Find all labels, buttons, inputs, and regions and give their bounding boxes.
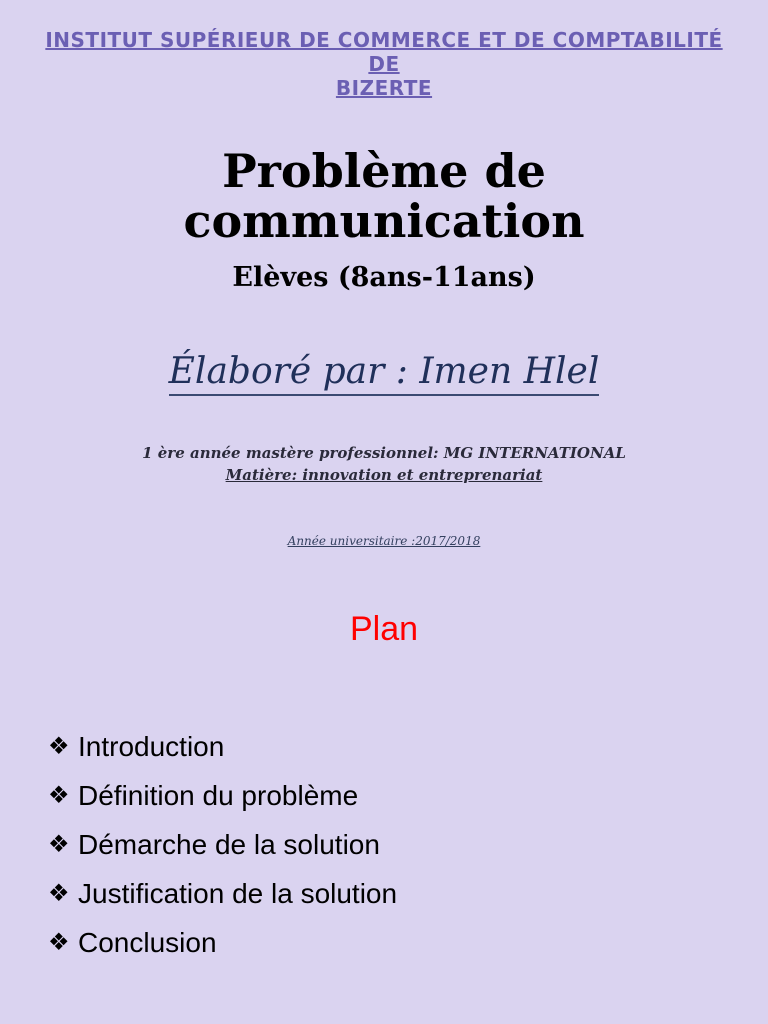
- institution-line-1: INSTITUT SUPÉRIEUR DE COMMERCE ET DE COMPTABILITÉ DE: [45, 28, 723, 76]
- plan-item-label: Conclusion: [78, 926, 217, 958]
- plan-item: [48, 771, 728, 820]
- institution-line-2: BIZERTE: [335, 76, 433, 100]
- four-diamond-bullet-icon: ❖: [48, 879, 70, 907]
- plan-item: [48, 820, 728, 869]
- academic-year: Année universitaire :2017/2018: [287, 534, 481, 548]
- document-title: [40, 146, 728, 246]
- author-line: [40, 350, 728, 394]
- program-line: 1 ère année mastère professionnel: MG INTERNATIONAL: [142, 444, 626, 462]
- plan-item: [48, 869, 728, 918]
- plan-item-label: Définition du problème: [78, 779, 359, 811]
- plan-item: [48, 918, 728, 967]
- plan-heading: Plan: [349, 610, 419, 648]
- document-subtitle: Elèves (8ans-11ans): [232, 262, 536, 293]
- four-diamond-bullet-icon: ❖: [48, 781, 70, 809]
- author-text: Élaboré par : Imen Hlel: [169, 351, 600, 396]
- subject-line: Matière: innovation et entreprenariat: [225, 466, 543, 484]
- plan-item-label: Introduction: [78, 730, 225, 762]
- institution-header: [40, 28, 728, 100]
- four-diamond-bullet-icon: ❖: [48, 732, 70, 760]
- plan-item-label: Justification de la solution: [78, 877, 398, 909]
- plan-list: [48, 722, 728, 967]
- four-diamond-bullet-icon: ❖: [48, 830, 70, 858]
- title-line-1: Problème de: [222, 144, 546, 198]
- plan-item-label: Démarche de la solution: [78, 828, 380, 860]
- title-line-2: communication: [183, 194, 585, 248]
- plan-item: [48, 722, 728, 771]
- four-diamond-bullet-icon: ❖: [48, 928, 70, 956]
